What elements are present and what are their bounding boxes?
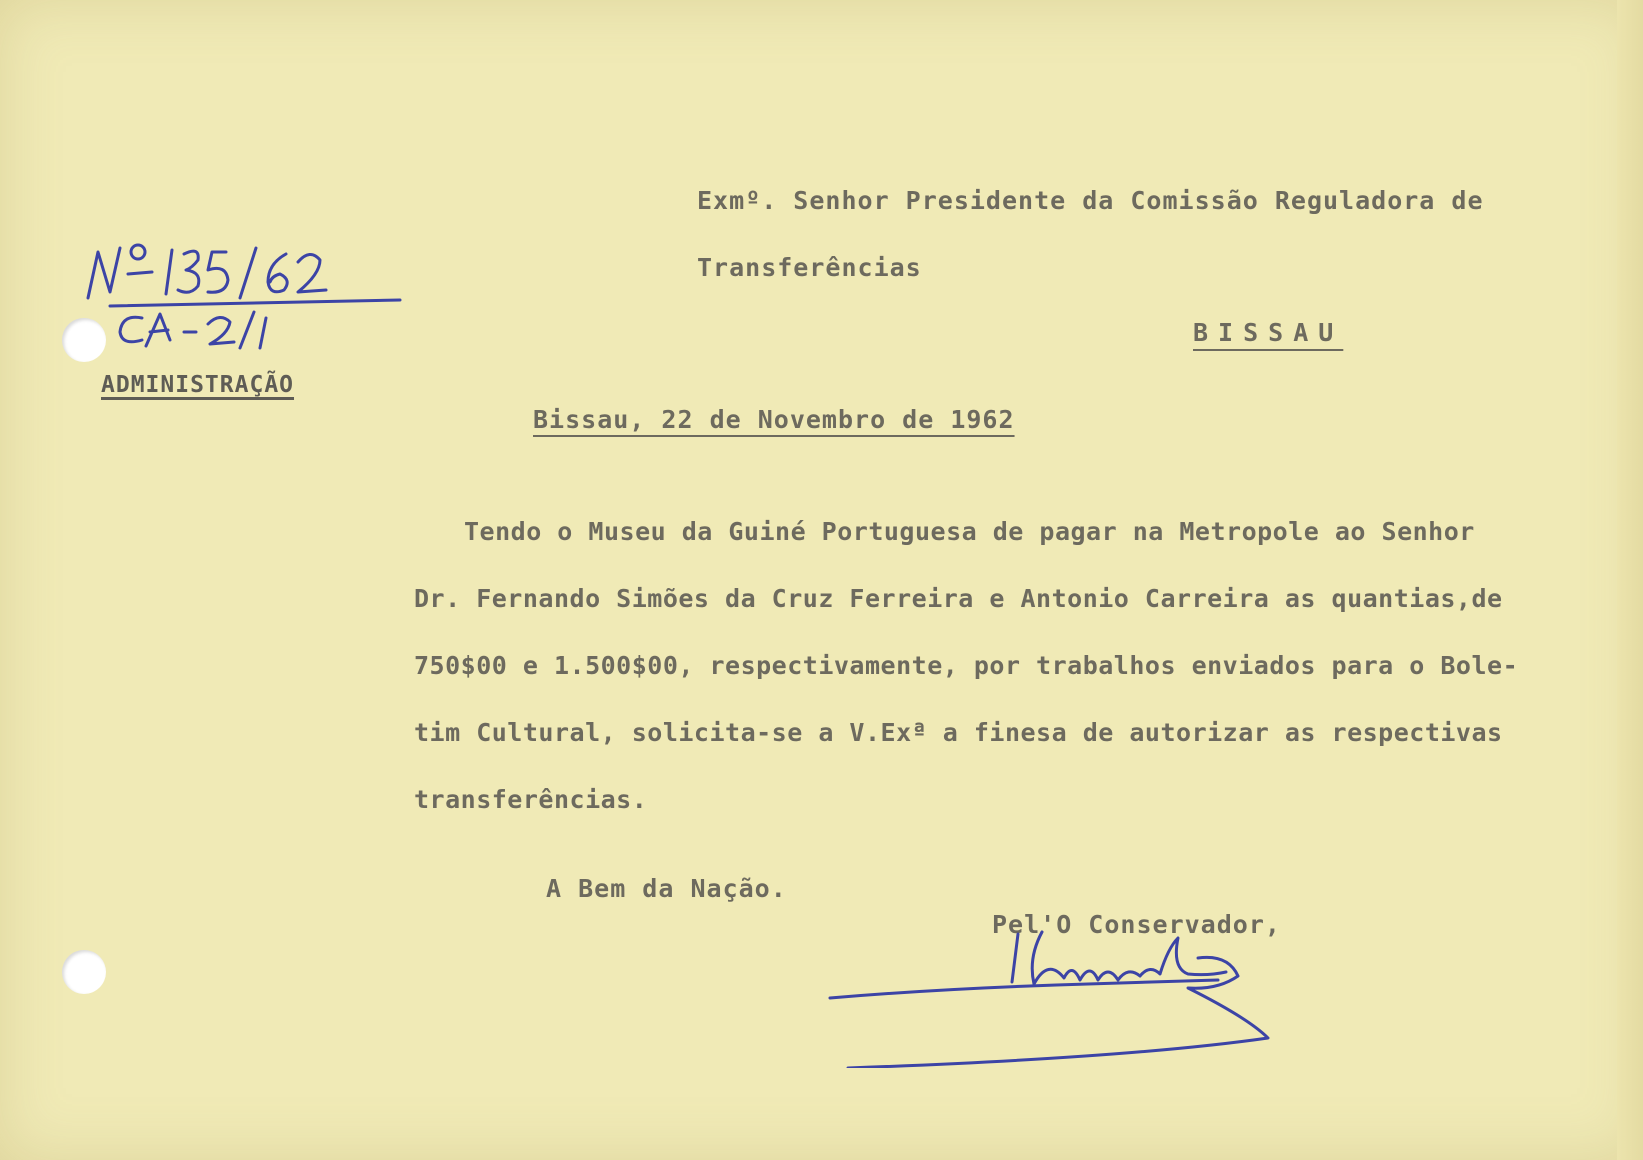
administration-stamp: ADMINISTRAÇÃO: [101, 372, 295, 398]
body-line: Tendo o Museu da Guiné Portuguesa de pagar na Metropole ao Senhor: [464, 517, 1475, 546]
punch-hole-bottom: [62, 950, 106, 994]
body-line: 750$00 e 1.500$00, respectivamente, por trabalhos enviados para o Bole-: [414, 651, 1519, 680]
paper-edge: [1617, 0, 1643, 1160]
body-line: Dr. Fernando Simões da Cruz Ferreira e Antonio Carreira as quantias,de: [414, 584, 1503, 613]
addressee-city: BISSAU: [1193, 318, 1344, 347]
signer-title: Pel'O Conservador,: [992, 910, 1281, 939]
letter-body: [414, 498, 1584, 833]
body-line: tim Cultural, solicita-se a V.Exª a finesa de autorizar as respectivas: [414, 718, 1503, 747]
date-line: Bissau, 22 de Novembro de 1962: [533, 405, 1015, 434]
closing-salutation: A Bem da Nação.: [546, 874, 787, 903]
addressee-line-2: Transferências: [697, 253, 922, 282]
handwritten-signature: [828, 918, 1318, 1068]
body-line: transferências.: [414, 785, 648, 814]
handwritten-reference: [80, 240, 420, 380]
addressee-line-1: Exmº. Senhor Presidente da Comissão Reguladora de: [697, 186, 1484, 215]
